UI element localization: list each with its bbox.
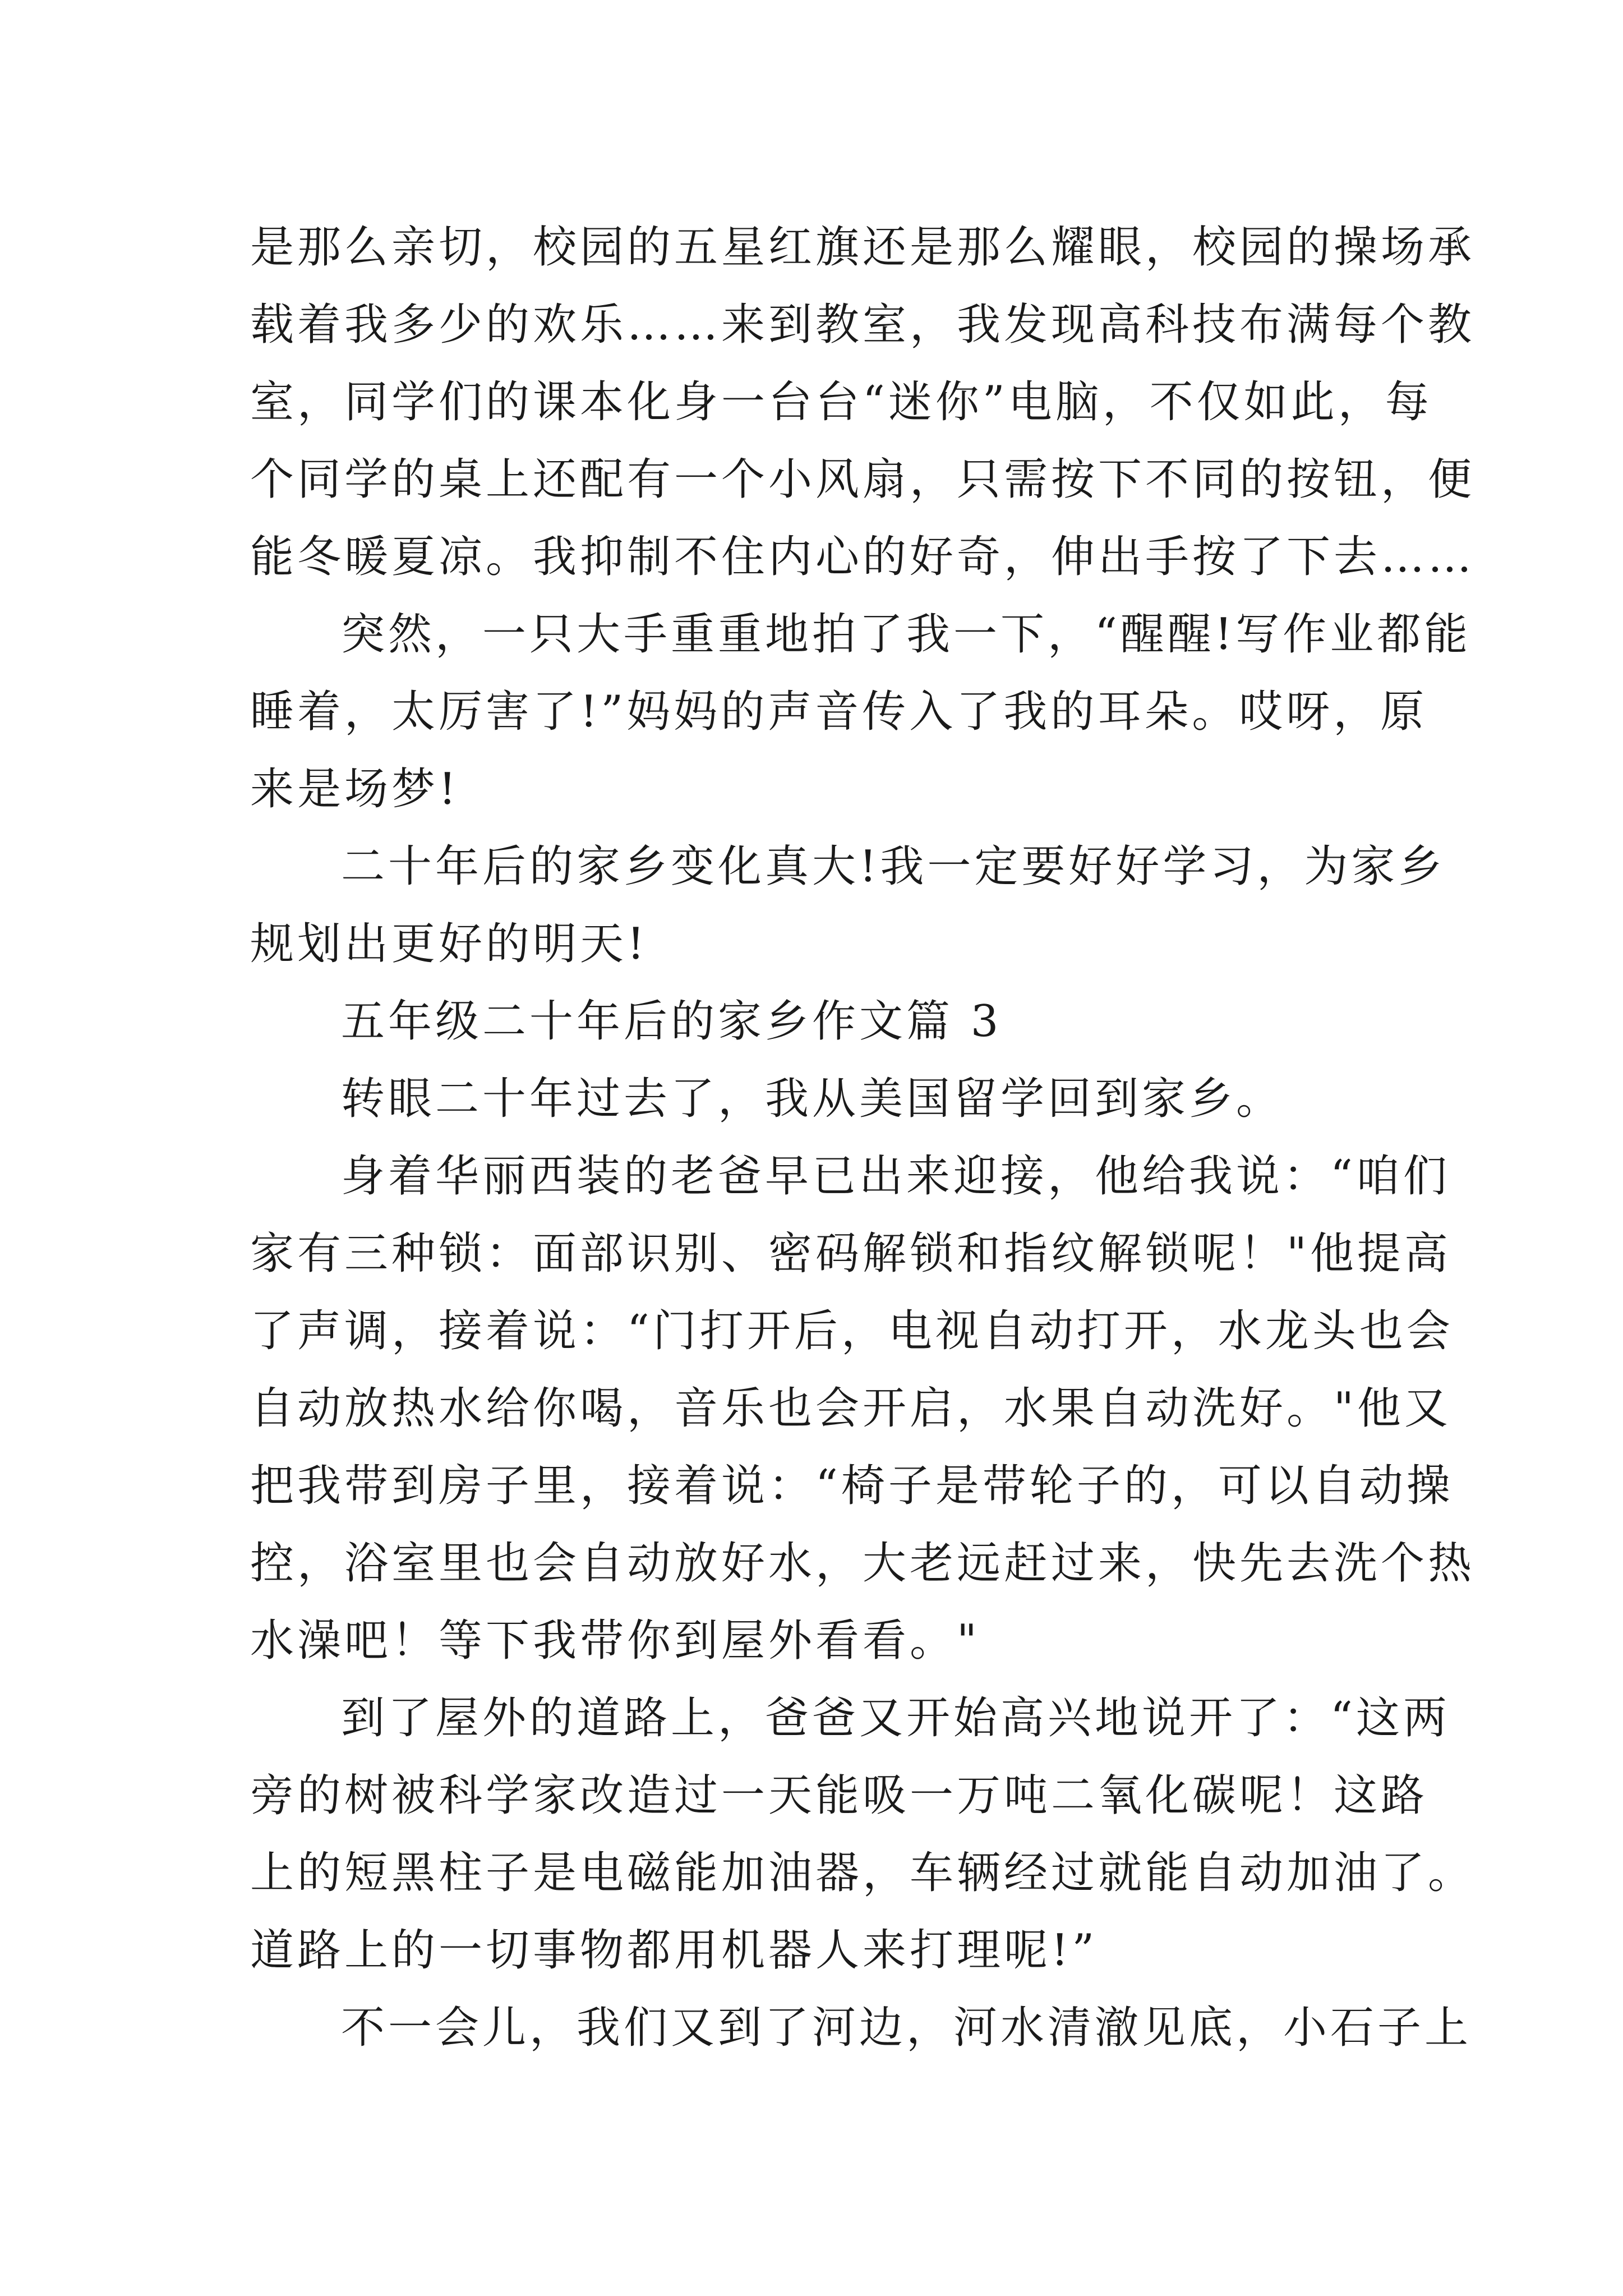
- text-line: 载着我多少的欢乐……来到教室，我发现高科技布满每个教: [250, 300, 1476, 350]
- text-line: 自动放热水给你喝，音乐也会开启，水果自动洗好。"他又: [250, 1383, 1451, 1434]
- text-line: 旁的树被科学家改造过一天能吸一万吨二氧化碳呢！这路: [250, 1770, 1428, 1821]
- essay-body: [250, 209, 1476, 2067]
- section-heading: 五年级二十年后的家乡作文篇 3: [341, 996, 1002, 1047]
- text-line: 规划出更好的明天!: [250, 919, 648, 969]
- text-line: 能冬暖夏凉。我抑制不住内心的好奇，伸出手按了下去……: [250, 532, 1476, 582]
- text-line: 上的短黑柱子是电磁能加油器，车辆经过就能自动加油了。: [250, 1848, 1476, 1898]
- text-line: 睡着，太厉害了!”妈妈的声音传入了我的耳朵。哎呀，原: [250, 687, 1428, 737]
- text-line: 控，浴室里也会自动放好水，大老远赶过来，快先去洗个热: [250, 1538, 1476, 1589]
- text-line: 来是场梦!: [250, 764, 460, 815]
- paragraph-start-line: 二十年后的家乡变化真大!我一定要好好学习，为家乡: [341, 841, 1446, 892]
- text-line: 是那么亲切，校园的五星红旗还是那么耀眼，校园的操场承: [250, 222, 1476, 273]
- text-line: 个同学的桌上还配有一个小风扇，只需按下不同的按钮，便: [250, 454, 1476, 505]
- text-line: 家有三种锁：面部识别、密码解锁和指纹解锁呢！"他提高: [250, 1228, 1451, 1279]
- text-line: 室，同学们的课本化身一台台“迷你”电脑，不仅如此，每: [250, 377, 1432, 427]
- paragraph-start-line: 突然，一只大手重重地拍了我一下，“醒醒!写作业都能: [341, 609, 1472, 660]
- text-line: 水澡吧！等下我带你到屋外看看。": [250, 1616, 980, 1666]
- paragraph-start-line: 到了屋外的道路上，爸爸又开始高兴地说开了：“这两: [341, 1693, 1450, 1743]
- text-line: 道路上的一切事物都用机器人来打理呢!”: [250, 1925, 1098, 1976]
- paragraph-start-line: 不一会儿，我们又到了河边，河水清澈见底，小石子上: [341, 2003, 1472, 2053]
- paragraph-start-line: 身着华丽西装的老爸早已出来迎接，他给我说：“咱们: [341, 1151, 1450, 1202]
- text-line: 把我带到房子里，接着说：“椅子是带轮子的，可以自动操: [250, 1461, 1454, 1511]
- paragraph-start-line: 转眼二十年过去了，我从美国留学回到家乡。: [341, 1074, 1284, 1124]
- text-line: 了声调，接着说：“门打开后，电视自动打开，水龙头也会: [250, 1306, 1454, 1356]
